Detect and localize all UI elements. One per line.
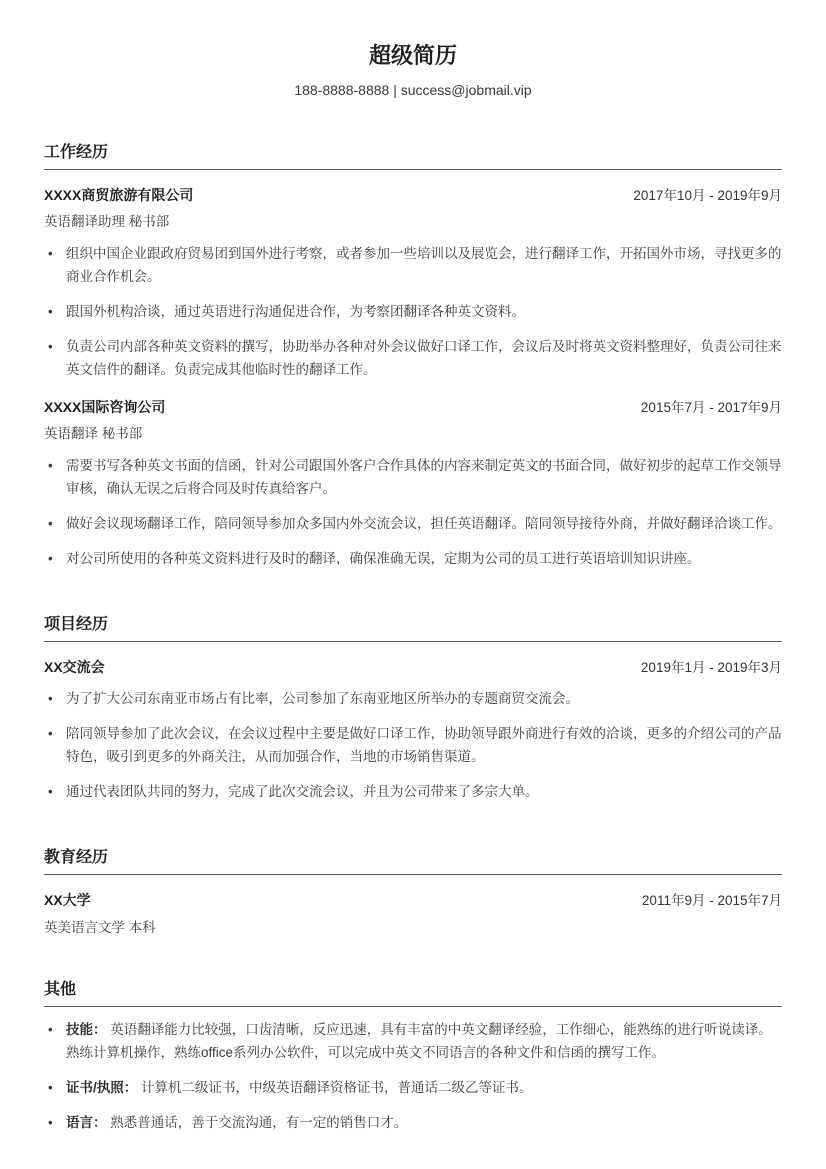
bullet-item: • 需要书写各种英文书面的信函，针对公司跟国外客户合作具体的内容来制定英文的书面合同，做好初步的起草工作交领导审核，确认无误之后将合同及时传真给客户。 xyxy=(44,455,782,501)
bullet-text: 计算机二级证书，中级英语翻译资格证书，普通话二级乙等证书。 xyxy=(141,1080,533,1096)
bullet-item-language xyxy=(44,1112,782,1135)
bullet-label: 技能： xyxy=(66,1022,107,1038)
section-other xyxy=(44,980,782,1135)
project-entry xyxy=(44,658,782,804)
section-project-experience xyxy=(44,615,782,804)
bullet-list xyxy=(44,243,782,382)
entry-header xyxy=(44,186,782,205)
school-name: XX大学 xyxy=(44,892,91,909)
work-entry xyxy=(44,398,782,571)
bullet-label: 证书/执照： xyxy=(66,1080,138,1096)
section-divider xyxy=(44,874,782,875)
bullet-item: • 跟国外机构洽谈，通过英语进行沟通促进合作，为考察团翻译各种英文资料。 xyxy=(44,301,782,324)
bullet-list xyxy=(44,455,782,571)
bullet-list xyxy=(44,688,782,804)
bullet-item: • 为了扩大公司东南亚市场占有比率，公司参加了东南亚地区所举办的专题商贸交流会。 xyxy=(44,688,782,711)
entry-date: 2011年9月 - 2015年7月 xyxy=(641,893,782,909)
job-title: 英语翻译 秘书部 xyxy=(44,426,143,442)
section-education xyxy=(44,848,782,936)
bullet-item: • 做好会议现场翻译工作，陪同领导参加众多国内外交流会议，担任英语翻译。陪同领导接待外商，并做好翻译洽谈工作。 xyxy=(44,513,782,536)
section-heading: 其他 xyxy=(44,981,77,999)
contact-line: 188-8888-8888 | success@jobmail.vip xyxy=(294,81,532,98)
section-divider xyxy=(44,1006,782,1007)
bullet-item: • 对公司所使用的各种英文资料进行及时的翻译，确保准确无误，定期为公司的员工进行英语培训知识讲座。 xyxy=(44,548,782,571)
section-work-experience xyxy=(44,143,782,571)
section-divider xyxy=(44,169,782,170)
bullet-text: 英语翻译能力比较强，口齿清晰，反应迅速，具有丰富的中英文翻译经验，工作细心，能熟练的进行听说读译。 熟练计算机操作，熟练office系列办公软件，可以完成中英文不同语言的各种文件和信函的撰写工作。 xyxy=(66,1022,772,1061)
entry-date: 2015年7月 - 2017年9月 xyxy=(640,399,782,415)
entry-date: 2017年10月 - 2019年9月 xyxy=(633,187,782,203)
degree-major: 英美语言文学 本科 xyxy=(44,919,156,935)
work-entry xyxy=(44,186,782,382)
entry-header xyxy=(44,398,782,417)
bullet-item: • 组织中国企业跟政府贸易团到国外进行考察，或者参加一些培训以及展览会，进行翻译工作，开拓国外市场，寻找更多的商业合作机会。 xyxy=(44,243,782,289)
entry-header xyxy=(44,891,782,910)
education-entry xyxy=(44,891,782,936)
job-title: 英语翻译助理 秘书部 xyxy=(44,214,170,230)
section-heading: 教育经历 xyxy=(44,848,109,866)
section-heading: 项目经历 xyxy=(44,615,109,633)
resume-header xyxy=(44,42,782,99)
entry-header xyxy=(44,658,782,677)
company-name: XXXX国际咨询公司 xyxy=(44,398,166,415)
company-name: XXXX商贸旅游有限公司 xyxy=(44,186,194,203)
bullet-label: 语言： xyxy=(66,1115,107,1131)
bullet-item-skills xyxy=(44,1019,782,1065)
section-heading: 工作经历 xyxy=(44,143,109,161)
bullet-text: 熟悉普通话，善于交流沟通，有一定的销售口才。 xyxy=(110,1115,408,1131)
project-name: XX交流会 xyxy=(44,658,105,675)
bullet-item: • 陪同领导参加了此次会议，在会议过程中主要是做好口译工作，协助领导跟外商进行有效的洽谈，更多的介绍公司的产品特色，吸引到更多的外商关注，从而加强合作，当地的市场销售渠道。 xyxy=(44,723,782,769)
entry-date: 2019年1月 - 2019年3月 xyxy=(640,659,782,675)
bullet-item: • 负责公司内部各种英文资料的撰写，协助举办各种对外会议做好口译工作，会议后及时将英文资料整理好，负责公司往来英文信件的翻译。负责完成其他临时性的翻译工作。 xyxy=(44,336,782,382)
bullet-item: • 通过代表团队共同的努力，完成了此次交流会议，并且为公司带来了多宗大单。 xyxy=(44,781,782,804)
page-title: 超级简历 xyxy=(368,43,457,68)
bullet-item-certificates xyxy=(44,1077,782,1100)
bullet-list xyxy=(44,1019,782,1135)
section-divider xyxy=(44,641,782,642)
